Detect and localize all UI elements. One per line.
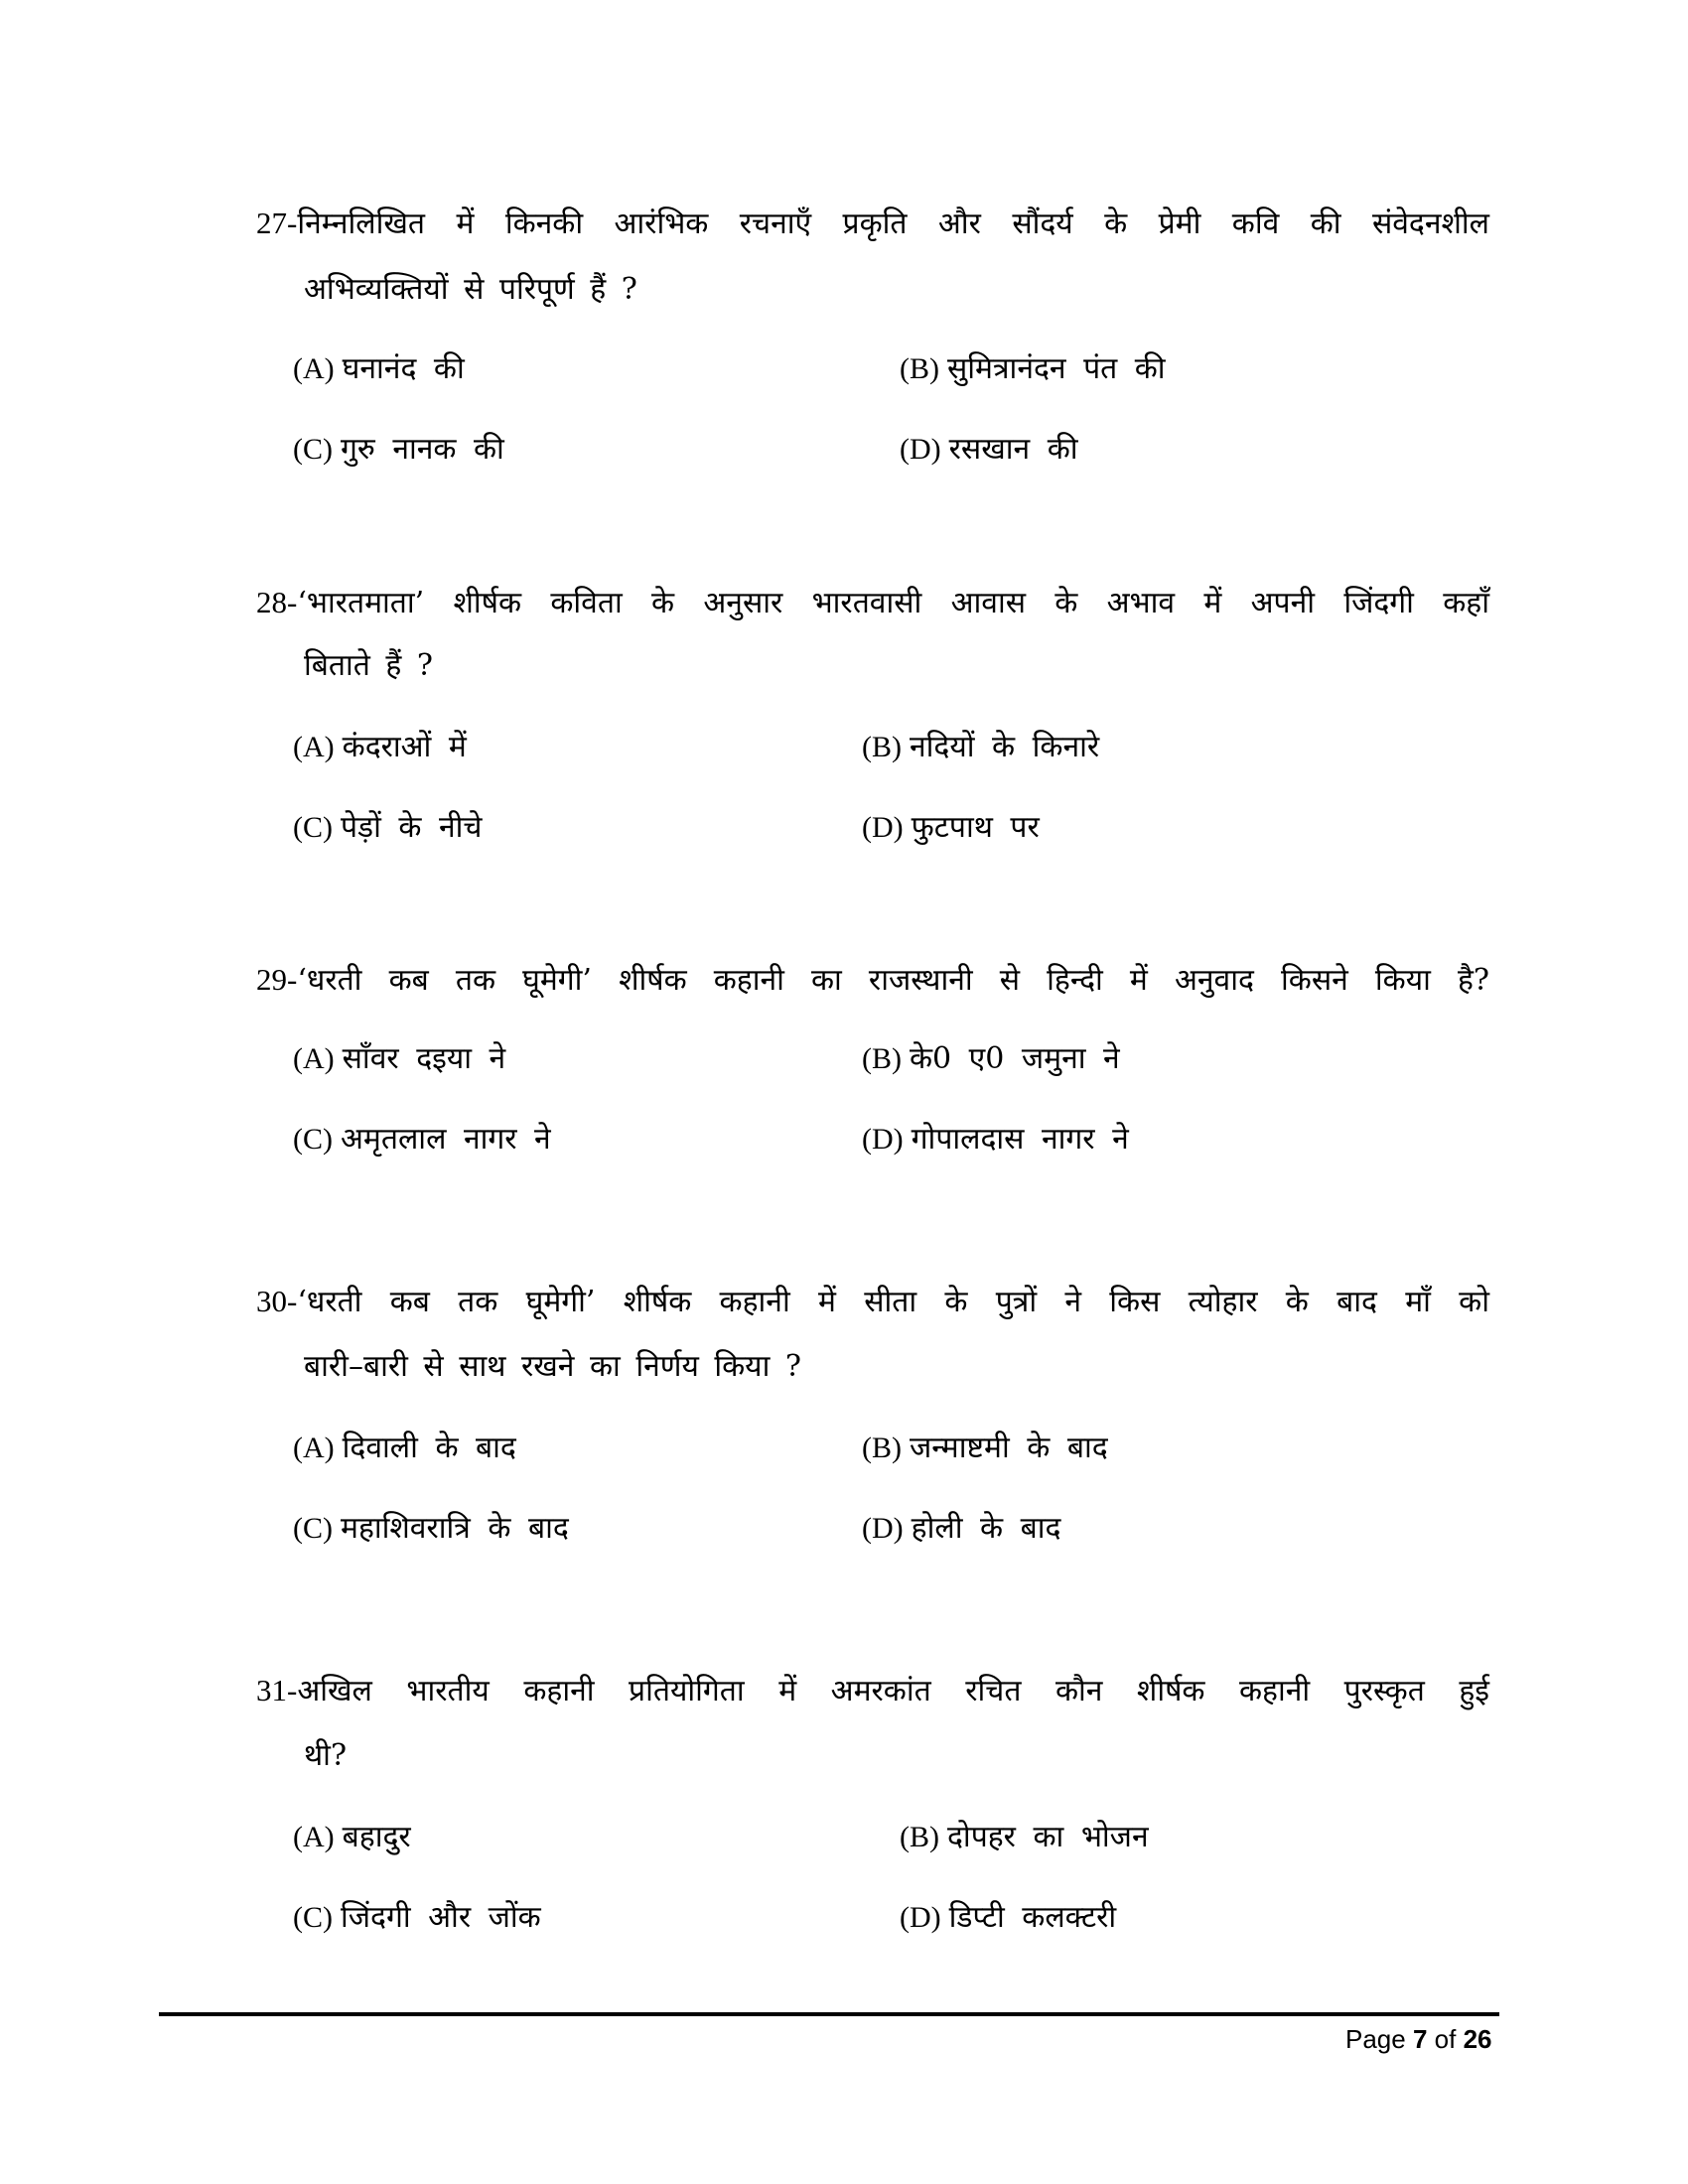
question-text-line-1: 29-‘धरती कब तक घूमेगी’ शीर्षक कहानी का राजस्थानी से हिन्दी में अनुवाद किसने किया है? (256, 962, 1489, 998)
option-b: (B) नदियों के किनारे (862, 730, 1100, 764)
question-number: 31- (256, 1673, 298, 1707)
option-c: (C) जिंदगी और जोंक (293, 1900, 541, 1935)
option-c: (C) महाशिवरात्रि के बाद (293, 1511, 569, 1546)
option-c: (C) गुरु नानक की (293, 432, 504, 467)
question-text-line-1: 27-निम्नलिखित में किनकी आरंभिक रचनाएँ प्रकृति और सौंदर्य के प्रेमी कवि की संवेदनशील (256, 205, 1489, 241)
option-c: (C) अमृतलाल नागर ने (293, 1122, 551, 1157)
question-number: 28- (256, 585, 298, 619)
question-text-line-1: 31-अखिल भारतीय कहानी प्रतियोगिता में अमरकांत रचित कौन शीर्षक कहानी पुरस्कृत हुई (256, 1673, 1489, 1708)
question-text-line-2: बिताते हैं ? (304, 648, 433, 683)
footer-divider (159, 2012, 1499, 2016)
question-text-line-1: 30-‘धरती कब तक घूमेगी’ शीर्षक कहानी में सीता के पुत्रों ने किस त्योहार के बाद माँ को (256, 1284, 1489, 1319)
option-a: (A) दिवाली के बाद (293, 1431, 516, 1465)
option-b: (B) दोपहर का भोजन (900, 1820, 1149, 1854)
question-text-line-2: बारी–बारी से साथ रखने का निर्णय किया ? (304, 1349, 801, 1384)
question-number: 27- (256, 205, 298, 240)
question-number: 29- (256, 962, 298, 997)
option-c: (C) पेड़ों के नीचे (293, 810, 483, 845)
total-pages: 26 (1463, 2024, 1492, 2054)
option-b: (B) जन्माष्टमी के बाद (862, 1431, 1108, 1465)
option-d: (D) होली के बाद (862, 1511, 1061, 1546)
option-b: (B) के0 ए0 जमुना ने (862, 1041, 1120, 1076)
option-a: (A) घनानंद की (293, 351, 465, 386)
question-text-line-2: अभिव्यक्तियों से परिपूर्ण हैं ? (304, 272, 637, 307)
question-text-line-2: थी? (304, 1738, 348, 1773)
option-b: (B) सुमित्रानंदन पंत की (900, 351, 1166, 386)
option-a: (A) साँवर दइया ने (293, 1041, 506, 1076)
page-number: Page 7 of 26 (1345, 2024, 1492, 2054)
option-a: (A) बहादुर (293, 1820, 411, 1854)
option-a: (A) कंदराओं में (293, 730, 467, 764)
option-d: (D) गोपालदास नागर ने (862, 1122, 1129, 1157)
option-d: (D) डिप्टी कलक्टरी (900, 1900, 1117, 1935)
option-d: (D) फुटपाथ पर (862, 810, 1040, 845)
option-d: (D) रसखान की (900, 432, 1078, 467)
question-number: 30- (256, 1284, 298, 1318)
question-text-line-1: 28-‘भारतमाता’ शीर्षक कविता के अनुसार भारतवासी आवास के अभाव में अपनी जिंदगी कहाँ (256, 585, 1489, 620)
current-page: 7 (1412, 2024, 1428, 2054)
